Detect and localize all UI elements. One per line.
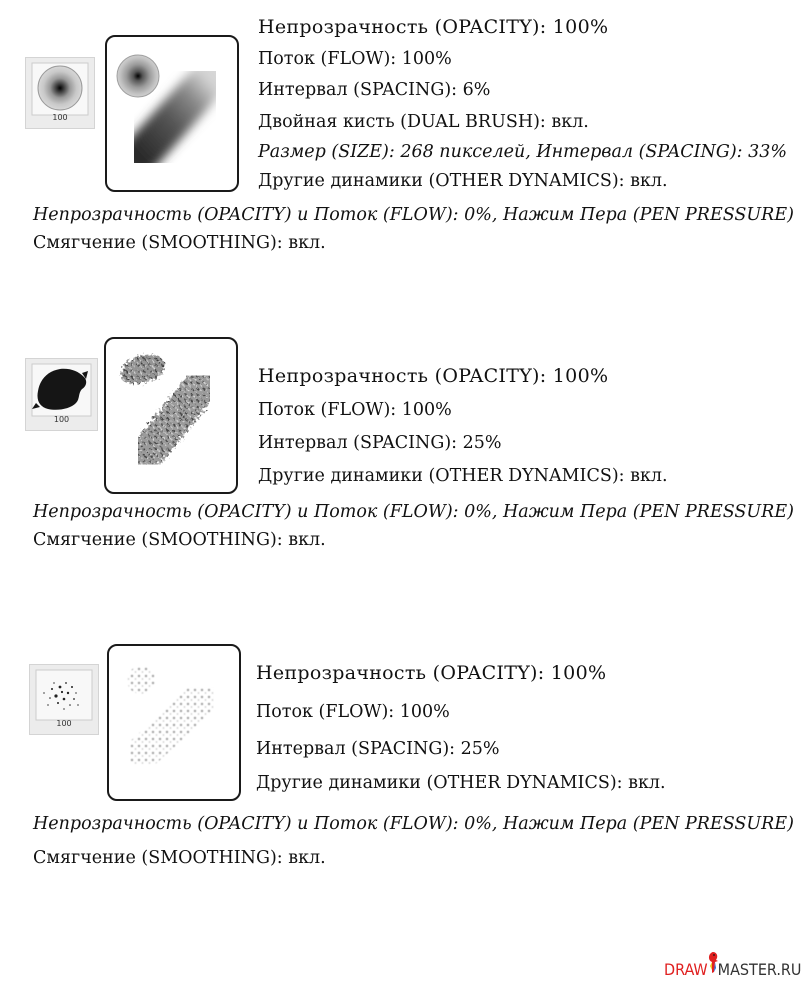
other-dynamics-setting: Другие динамики (OTHER DYNAMICS): вкл. [256,773,666,793]
brush-3-stroke-preview [107,644,241,801]
spacing-setting: Интервал (SPACING): 25% [258,433,502,453]
dual-brush-setting: Двойная кисть (DUAL BRUSH): вкл. [258,112,589,132]
dual-brush-size-setting: Размер (SIZE): 268 пикселей, Интервал (SPACING): 33% [258,142,788,162]
logo-text-draw: DRAW [664,960,708,979]
opacity-setting: Непрозрачность (OPACITY): 100% [258,16,609,38]
smoothing-setting: Смягчение (SMOOTHING): вкл. [33,530,326,550]
pen-pressure-setting: Непрозрачность (OPACITY) и Поток (FLOW): 0%, Нажим Пера (PEN PRESSURE) [33,502,794,522]
opacity-setting: Непрозрачность (OPACITY): 100% [256,662,607,684]
other-dynamics-setting: Другие динамики (OTHER DYNAMICS): вкл. [258,466,668,486]
brush-size-label: 100 [53,415,70,424]
pen-pressure-setting: Непрозрачность (OPACITY) и Поток (FLOW): 0%, Нажим Пера (PEN PRESSURE) [33,205,794,225]
pen-pressure-setting: Непрозрачность (OPACITY) и Поток (FLOW): 0%, Нажим Пера (PEN PRESSURE) [33,814,794,834]
smoothing-setting: Смягчение (SMOOTHING): вкл. [33,233,326,253]
brush-2-thumbnail [25,358,98,431]
logo-text-master: MASTER.RU [717,960,802,979]
brush-3-thumbnail [29,664,99,735]
drawmaster-logo [664,958,801,979]
brush-size-label: 100 [52,113,68,122]
brush-size-label: 100 [56,719,72,728]
brush-1-thumbnail [25,57,95,129]
speckle-stroke-preview [109,646,239,799]
spacing-setting: Интервал (SPACING): 25% [256,739,500,759]
spacing-setting: Интервал (SPACING): 6% [258,80,491,100]
soft-round-stroke-preview [107,37,237,190]
opacity-setting: Непрозрачность (OPACITY): 100% [258,365,609,387]
flow-setting: Поток (FLOW): 100% [258,400,452,420]
brush-2-stroke-preview [104,337,238,494]
brush-1-stroke-preview [105,35,239,192]
rough-chalk-stroke-preview [106,339,236,492]
flow-setting: Поток (FLOW): 100% [256,702,450,722]
smoothing-setting: Смягчение (SMOOTHING): вкл. [33,848,326,868]
flow-setting: Поток (FLOW): 100% [258,49,452,69]
other-dynamics-setting: Другие динамики (OTHER DYNAMICS): вкл. [258,171,668,191]
